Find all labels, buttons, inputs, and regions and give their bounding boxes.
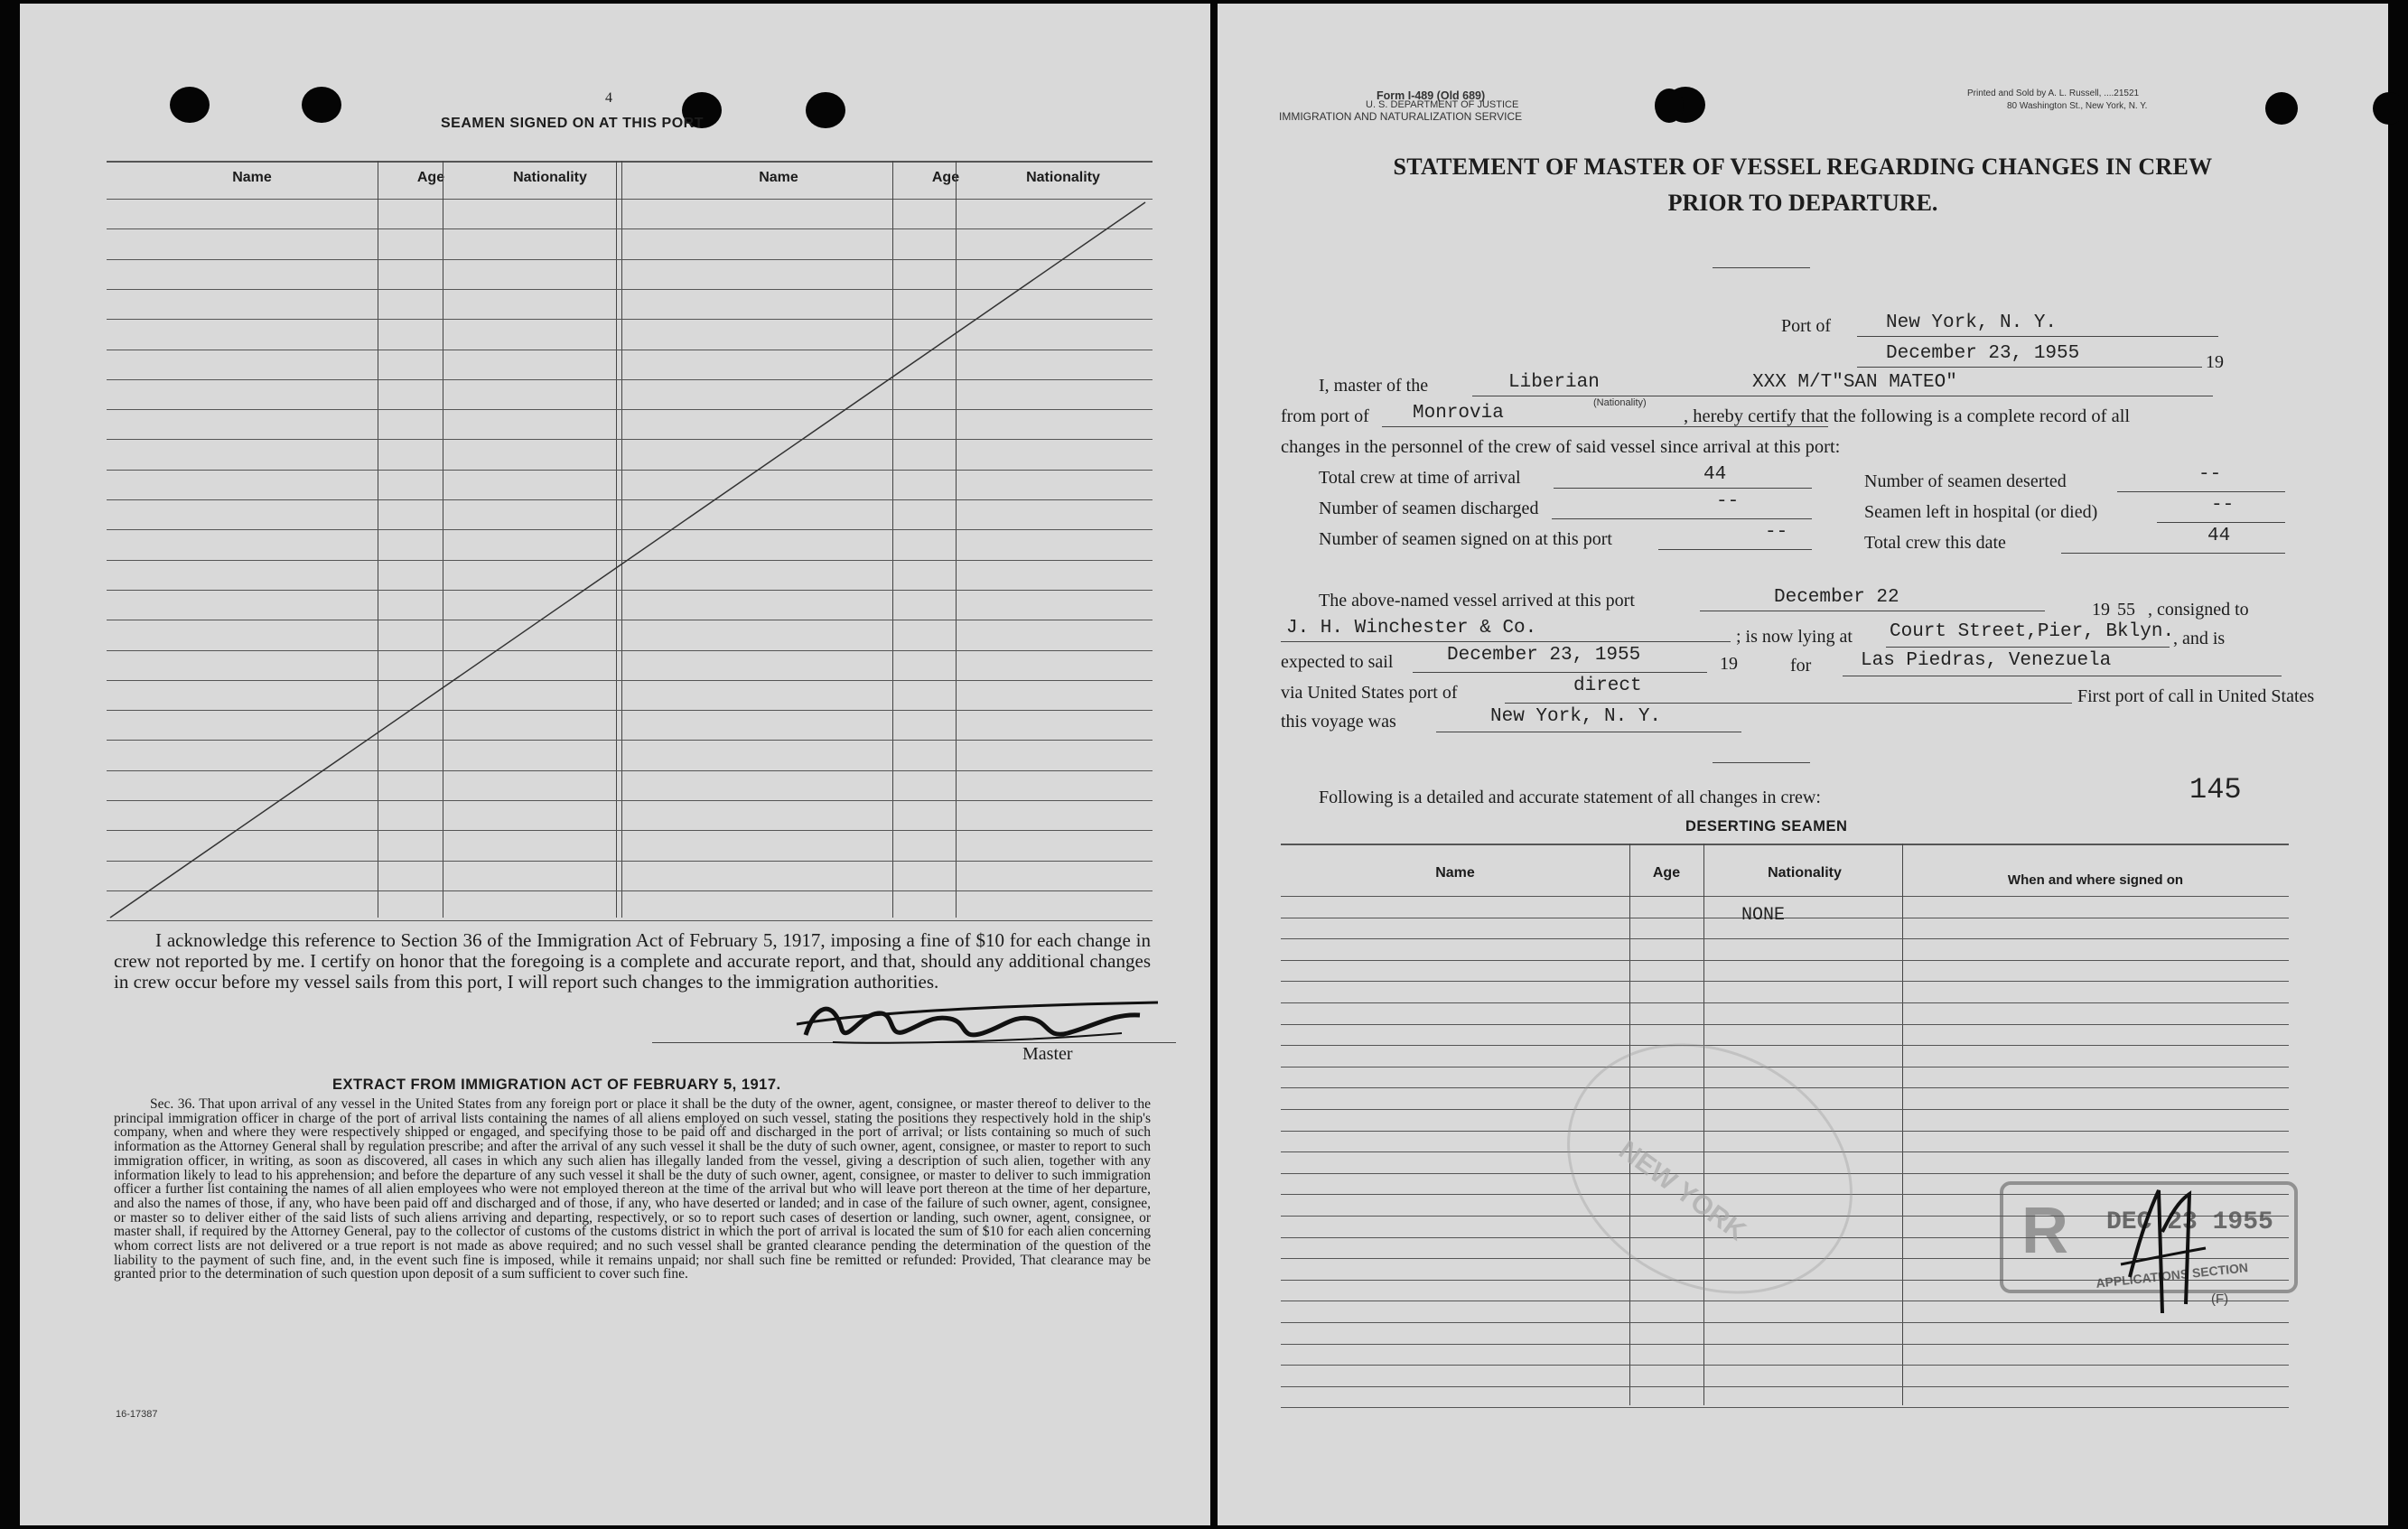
faded-stamp-text: NEW YORK xyxy=(1613,1134,1751,1247)
extract-title: EXTRACT FROM IMMIGRATION ACT OF FEBRUARY 5, 1917. xyxy=(332,1077,781,1093)
department: U. S. DEPARTMENT OF JUSTICE xyxy=(1366,99,1519,110)
table-row xyxy=(1281,981,2289,982)
faded-round-stamp xyxy=(1523,995,1896,1342)
punch-hole xyxy=(2265,92,2298,125)
col-desert-nationality: Nationality xyxy=(1768,865,1842,881)
table-row xyxy=(1281,960,2289,961)
left-page xyxy=(20,4,1210,1525)
official-initials xyxy=(2112,1178,2211,1331)
table-row xyxy=(1281,1365,2289,1366)
col-nationality-2: Nationality xyxy=(1026,170,1100,185)
cancel-diagonal-line xyxy=(107,199,1153,921)
vessel-value: XXX M/T"SAN MATEO" xyxy=(1752,372,1957,393)
master-of-label: I, master of the xyxy=(1319,376,1429,396)
total-date-value: 44 xyxy=(2207,526,2231,546)
received-stamp-letter: R xyxy=(2021,1195,2070,1267)
signed-on-underline xyxy=(1658,549,1812,550)
deserting-table-top-rule xyxy=(1281,844,2289,845)
total-arrival-label: Total crew at time of arrival xyxy=(1319,468,1521,488)
nationality-caption: (Nationality) xyxy=(1593,397,1647,408)
table-row xyxy=(1281,938,2289,939)
expected-value: December 23, 1955 xyxy=(1447,645,1641,666)
port-underline xyxy=(1857,336,2218,337)
via-label: via United States port of xyxy=(1281,683,1458,703)
deserted-underline xyxy=(2117,491,2285,492)
total-arrival-underline xyxy=(1554,488,1812,489)
changes-text: changes in the personnel of the crew of said vessel since arrival at this port: xyxy=(1281,437,1841,457)
port-label: Port of xyxy=(1781,316,1831,336)
arrived-year-prefix: 19 xyxy=(2092,600,2110,620)
signed-on-label: Number of seamen signed on at this port xyxy=(1319,529,1612,549)
right-page xyxy=(1218,4,2388,1525)
date-value: December 23, 1955 xyxy=(1886,343,2080,364)
nationality-value: Liberian xyxy=(1508,372,1600,393)
col-age-2: Age xyxy=(931,170,960,185)
table-top-rule xyxy=(107,161,1153,163)
certify-text: , hereby certify that the following is a complete record of all xyxy=(1684,406,2131,426)
title-rule xyxy=(1713,267,1810,268)
form-code: 16-17387 xyxy=(116,1409,158,1420)
lying-underline xyxy=(1886,647,2170,648)
consignee-underline xyxy=(1281,641,1731,642)
col-desert-signed-on: When and where signed on xyxy=(2007,872,2184,888)
extract-text: Sec. 36. That upon arrival of any vessel in the United States from any foreign port or place it shall be the duty of the owner, agent, consignee, or master thereof to deliver to the principal immigration officer in charge of the port of arrival lists containing the names of all aliens employed on such vessel, stating the positions they respectively hold in the ship's company, when and where they were respectively shipped or engaged, and specifying those to be paid off and discharged in the port of arrival; or lists containing so much of such information as the Attorney General shall by regulation prescribe; and after the arrival of any such vessel it shall be the duty of such owner, agent, consignee, or master to report to such immigration officer, in writing, as soon as discovered, all cases in which any such alien has illegally landed from the vessel, giving a description of such alien, together with any information likely to lead to his apprehension; and before the departure of any such vessel it shall be the duty of such owner, agent, consignee, or master to deliver to such immigration officer a further list containing the names of all alien employees who were not employed thereon at the time of the arrival but who will leave port thereon at the time of her departure, and also the names of those, if any, who have been paid off and discharged and of those, if any, who have deserted or landed; and in case of the failure of such owner, agent, consignee, or master so to deliver either of the said lists of such aliens arriving and departing, respectively, or so to report such cases of desertion or landing, such owner, agent, consignee, or master shall, if required by the Attorney General, pay to the collector of customs of the customs district in which the port of arrival is located the sum of $10 for each alien concerning whom correct lists are not delivered or a true report is not made as above required; and no such vessel shall be granted clearance pending the determination of the question of the liability to the payment of such fine, and, in the event such fine is imposed, while it remains unpaid; nor shall such fine be remitted or refunded: Provided, That clearance may be granted prior to the determination of such question upon deposit of a sum sufficient to cover such fine. xyxy=(114,1096,1151,1282)
hospital-underline xyxy=(2157,522,2285,523)
col-desert-age: Age xyxy=(1652,865,1681,881)
col-desert-name: Name xyxy=(1435,865,1475,881)
port-value: New York, N. Y. xyxy=(1886,312,2058,333)
master-label: Master xyxy=(1022,1044,1073,1064)
signed-on-value: -- xyxy=(1765,522,1788,543)
service: IMMIGRATION AND NATURALIZATION SERVICE xyxy=(1279,110,1523,123)
arrived-value: December 22 xyxy=(1774,587,1899,608)
punch-hole xyxy=(170,87,210,123)
table-row xyxy=(1281,1002,2289,1003)
expected-year: 19 xyxy=(1720,654,1738,674)
table-row xyxy=(1281,1045,2289,1046)
printer-line-2: 80 Washington St., New York, N. Y. xyxy=(2007,101,2148,111)
form-number: Form I-489 (Old 689) xyxy=(1377,89,1486,102)
punch-hole xyxy=(806,92,845,128)
from-port-value: Monrovia xyxy=(1413,403,1504,424)
received-stamp-caption: APPLICATIONS SECTION xyxy=(2095,1260,2249,1291)
following-text: Following is a detailed and accurate statement of all changes in crew: xyxy=(1319,788,1821,807)
hospital-label: Seamen left in hospital (or died) xyxy=(1864,502,2098,522)
first-port-label: First port of call in United States xyxy=(2077,686,2315,706)
deserting-table-header-rule xyxy=(1281,896,2289,897)
expected-label: expected to sail xyxy=(1281,652,1394,672)
received-stamp-date: DEC 23 1955 xyxy=(2106,1208,2273,1236)
punch-hole xyxy=(1655,89,1684,123)
voyage-label: this voyage was xyxy=(1281,712,1396,732)
handwritten-number: 145 xyxy=(2189,773,2242,806)
arrived-year: 55 xyxy=(2117,600,2135,620)
voyage-value: New York, N. Y. xyxy=(1490,706,1662,727)
certification-text: I acknowledge this reference to Section 36 of the Immigration Act of February 5, 1917, imposing a fine of $10 for each change in crew not reported by me. I certify on honor that the foregoing is a complete and accurate report, and that, should any additional changes in crew occur before my vessel sails from this port, I will report such changes to the immigration authorities. xyxy=(114,929,1151,993)
page-number: 4 xyxy=(605,90,612,106)
col-name-2: Name xyxy=(759,170,798,185)
discharged-label: Number of seamen discharged xyxy=(1319,499,1539,518)
via-underline xyxy=(1505,703,2072,704)
lying-label: ; is now lying at xyxy=(1736,627,1853,647)
deserted-label: Number of seamen deserted xyxy=(1864,471,2067,491)
section-rule xyxy=(1713,762,1810,763)
table-row xyxy=(1281,1067,2289,1068)
deserted-value: -- xyxy=(2198,464,2222,485)
col-name-1: Name xyxy=(232,170,272,185)
deserting-table-divider xyxy=(1902,844,1903,1405)
consignee-value: J. H. Winchester & Co. xyxy=(1286,618,1537,639)
form-title-line-2: PRIOR TO DEPARTURE. xyxy=(1667,190,1938,216)
discharged-underline xyxy=(1552,518,1812,519)
received-stamp-initial: (F) xyxy=(2211,1291,2229,1307)
punch-hole xyxy=(302,87,341,123)
seamen-signed-on-heading: SEAMEN SIGNED ON AT THIS PORT xyxy=(441,116,704,131)
discharged-value: -- xyxy=(1716,491,1740,512)
table-row xyxy=(1281,1024,2289,1025)
arrived-label: The above-named vessel arrived at this port xyxy=(1319,591,1635,611)
via-value: direct xyxy=(1573,676,1642,696)
total-date-label: Total crew this date xyxy=(1864,533,2006,553)
date-year-suffix: 19 xyxy=(2206,352,2224,372)
none-value: NONE xyxy=(1741,905,1786,926)
date-underline xyxy=(1857,367,2202,368)
consigned-label: , consigned to xyxy=(2148,600,2249,620)
hospital-value: -- xyxy=(2211,495,2235,516)
printer-line-1: Printed and Sold by A. L. Russell, ....21521 xyxy=(1967,89,2140,98)
from-port-label: from port of xyxy=(1281,406,1369,426)
table-row xyxy=(1281,1344,2289,1345)
deserting-seamen-heading: DESERTING SEAMEN xyxy=(1685,818,1848,834)
destination-value: Las Piedras, Venezuela xyxy=(1861,650,2112,671)
punch-hole xyxy=(2373,92,2405,125)
table-row xyxy=(1281,1386,2289,1387)
form-title-line-1: STATEMENT OF MASTER OF VESSEL REGARDING CHANGES IN CREW xyxy=(1393,154,2213,180)
and-is-label: , and is xyxy=(2173,629,2226,648)
total-date-underline xyxy=(2061,553,2285,554)
master-signature xyxy=(779,988,1185,1051)
col-age-1: Age xyxy=(416,170,445,185)
lying-value: Court Street,Pier, Bklyn. xyxy=(1890,621,2175,642)
for-label: for xyxy=(1790,656,1812,676)
table-row xyxy=(1281,1407,2289,1408)
col-nationality-1: Nationality xyxy=(513,170,587,185)
expected-underline xyxy=(1413,672,1707,673)
total-arrival-value: 44 xyxy=(1703,464,1727,485)
